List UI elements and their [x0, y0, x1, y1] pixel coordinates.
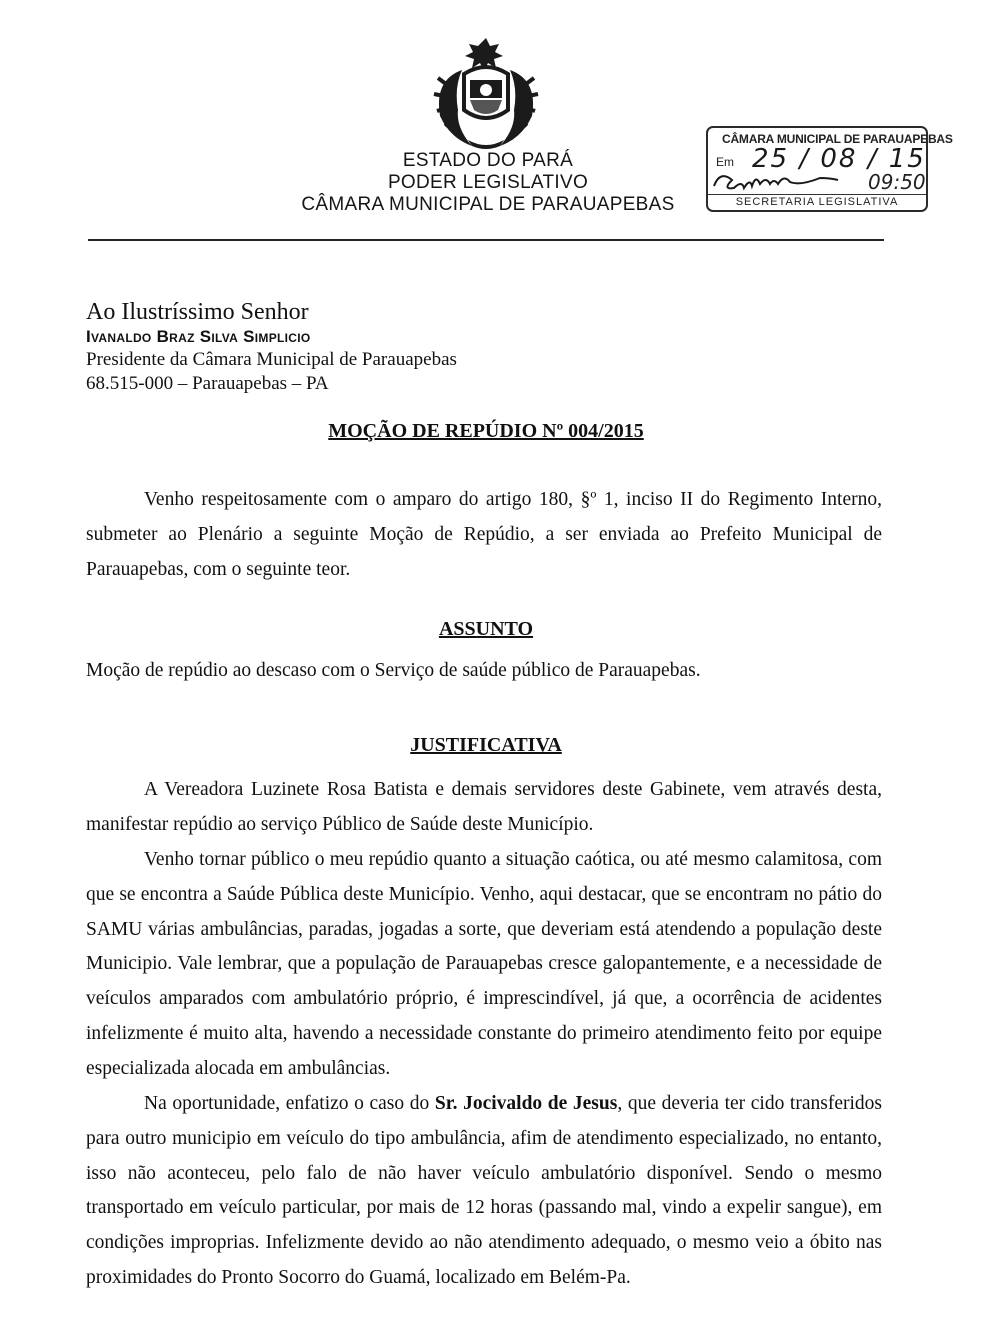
letterhead-chamber: CÂMARA MUNICIPAL DE PARAUAPEBAS — [301, 194, 675, 215]
subject-text: Moção de repúdio ao descaso com o Serviço de saúde público de Parauapebas. — [86, 660, 701, 681]
paragraph-3-end: , que deveria ter cido transferidos para outro municipio em veículo do tipo ambulância, afim de atendimento especializado, no entanto, isso não aconteceu, pelo falo de não haver veículo ambulatório disponível. Sendo o mesmo transportado em veículo particular, por mais de 12 horas (passando mal, vindo a expelir sangue), em condições improprias. Infelizmente devido ao não atendimento adequado, o mesmo veio a óbito nas proximidades do Pronto Socorro do Guamá, localizado em Belém-Pa. — [86, 1093, 882, 1288]
addressee-role: Presidente da Câmara Municipal de Parauapebas — [86, 349, 457, 370]
justification-paragraph-1: A Vereadora Luzinete Rosa Batista e demais servidores deste Gabinete, vem através desta, manifestar repúdio ao serviço Público de Saúde deste Município. — [86, 779, 882, 835]
stamp-footer: SECRETARIA LEGISLATIVA — [708, 194, 926, 208]
protocol-stamp — [706, 126, 953, 212]
letterhead-power: PODER LEGISLATIVO — [387, 172, 589, 193]
coat-of-arms-icon — [424, 34, 548, 152]
stamp-date: 25 / 08 / 15 — [752, 144, 926, 174]
stamp-time: 09:50 — [868, 170, 926, 194]
addressee-block — [86, 298, 457, 396]
header-divider — [88, 239, 884, 241]
letterhead-state: ESTADO DO PARÁ — [402, 150, 574, 171]
addressee-salutation: Ao Ilustríssimo Senhor — [86, 299, 309, 325]
intro-paragraph: Venho respeitosamente com o amparo do artigo 180, §º 1, inciso II do Regimento Interno, submeter ao Plenário a seguinte Moção de Repúdio, a ser enviada ao Prefeito Municipal de Parauapebas, com o seguinte teor. — [86, 489, 882, 580]
paragraph-3-start: Na oportunidade, enfatizo o caso do — [144, 1093, 430, 1114]
document-title: MOÇÃO DE REPÚDIO Nº 004/2015 — [328, 420, 644, 442]
stamp-title: CÂMARA MUNICIPAL DE PARAUAPEBAS — [722, 132, 953, 146]
justification-paragraph-2: Venho tornar público o meu repúdio quanto a situação caótica, ou até mesmo calamitosa, com que se encontra a Saúde Pública deste Município. Venho, aqui destacar, que se encontram no pátio do SAMU várias ambulâncias, paradas, jogadas a sorte, que deveriam está atendendo a população deste Municipio. Vale lembrar, que a população de Parauapebas cresce galopantemente, e a necessidade de veículos amparados com ambulatório próprio, é imprescindível, já que, a ocorrência de acidentes infelizmente é muito alta, havendo a necessidade constante do primeiro atendimento feito por equipe especializada alocada em ambulâncias. — [86, 849, 882, 1079]
letterhead — [300, 150, 676, 216]
justification-heading: JUSTIFICATIVA — [410, 734, 562, 756]
addressee-address: 68.515-000 – Parauapebas – PA — [86, 373, 329, 394]
addressee-name: Ivanaldo Braz Silva Simplicio — [86, 327, 311, 346]
subject-heading: ASSUNTO — [438, 618, 534, 640]
patient-name: Sr. Jocivaldo de Jesus — [434, 1093, 618, 1114]
justification-paragraph-3 — [86, 1087, 882, 1296]
stamp-em-label: Em — [716, 155, 734, 169]
